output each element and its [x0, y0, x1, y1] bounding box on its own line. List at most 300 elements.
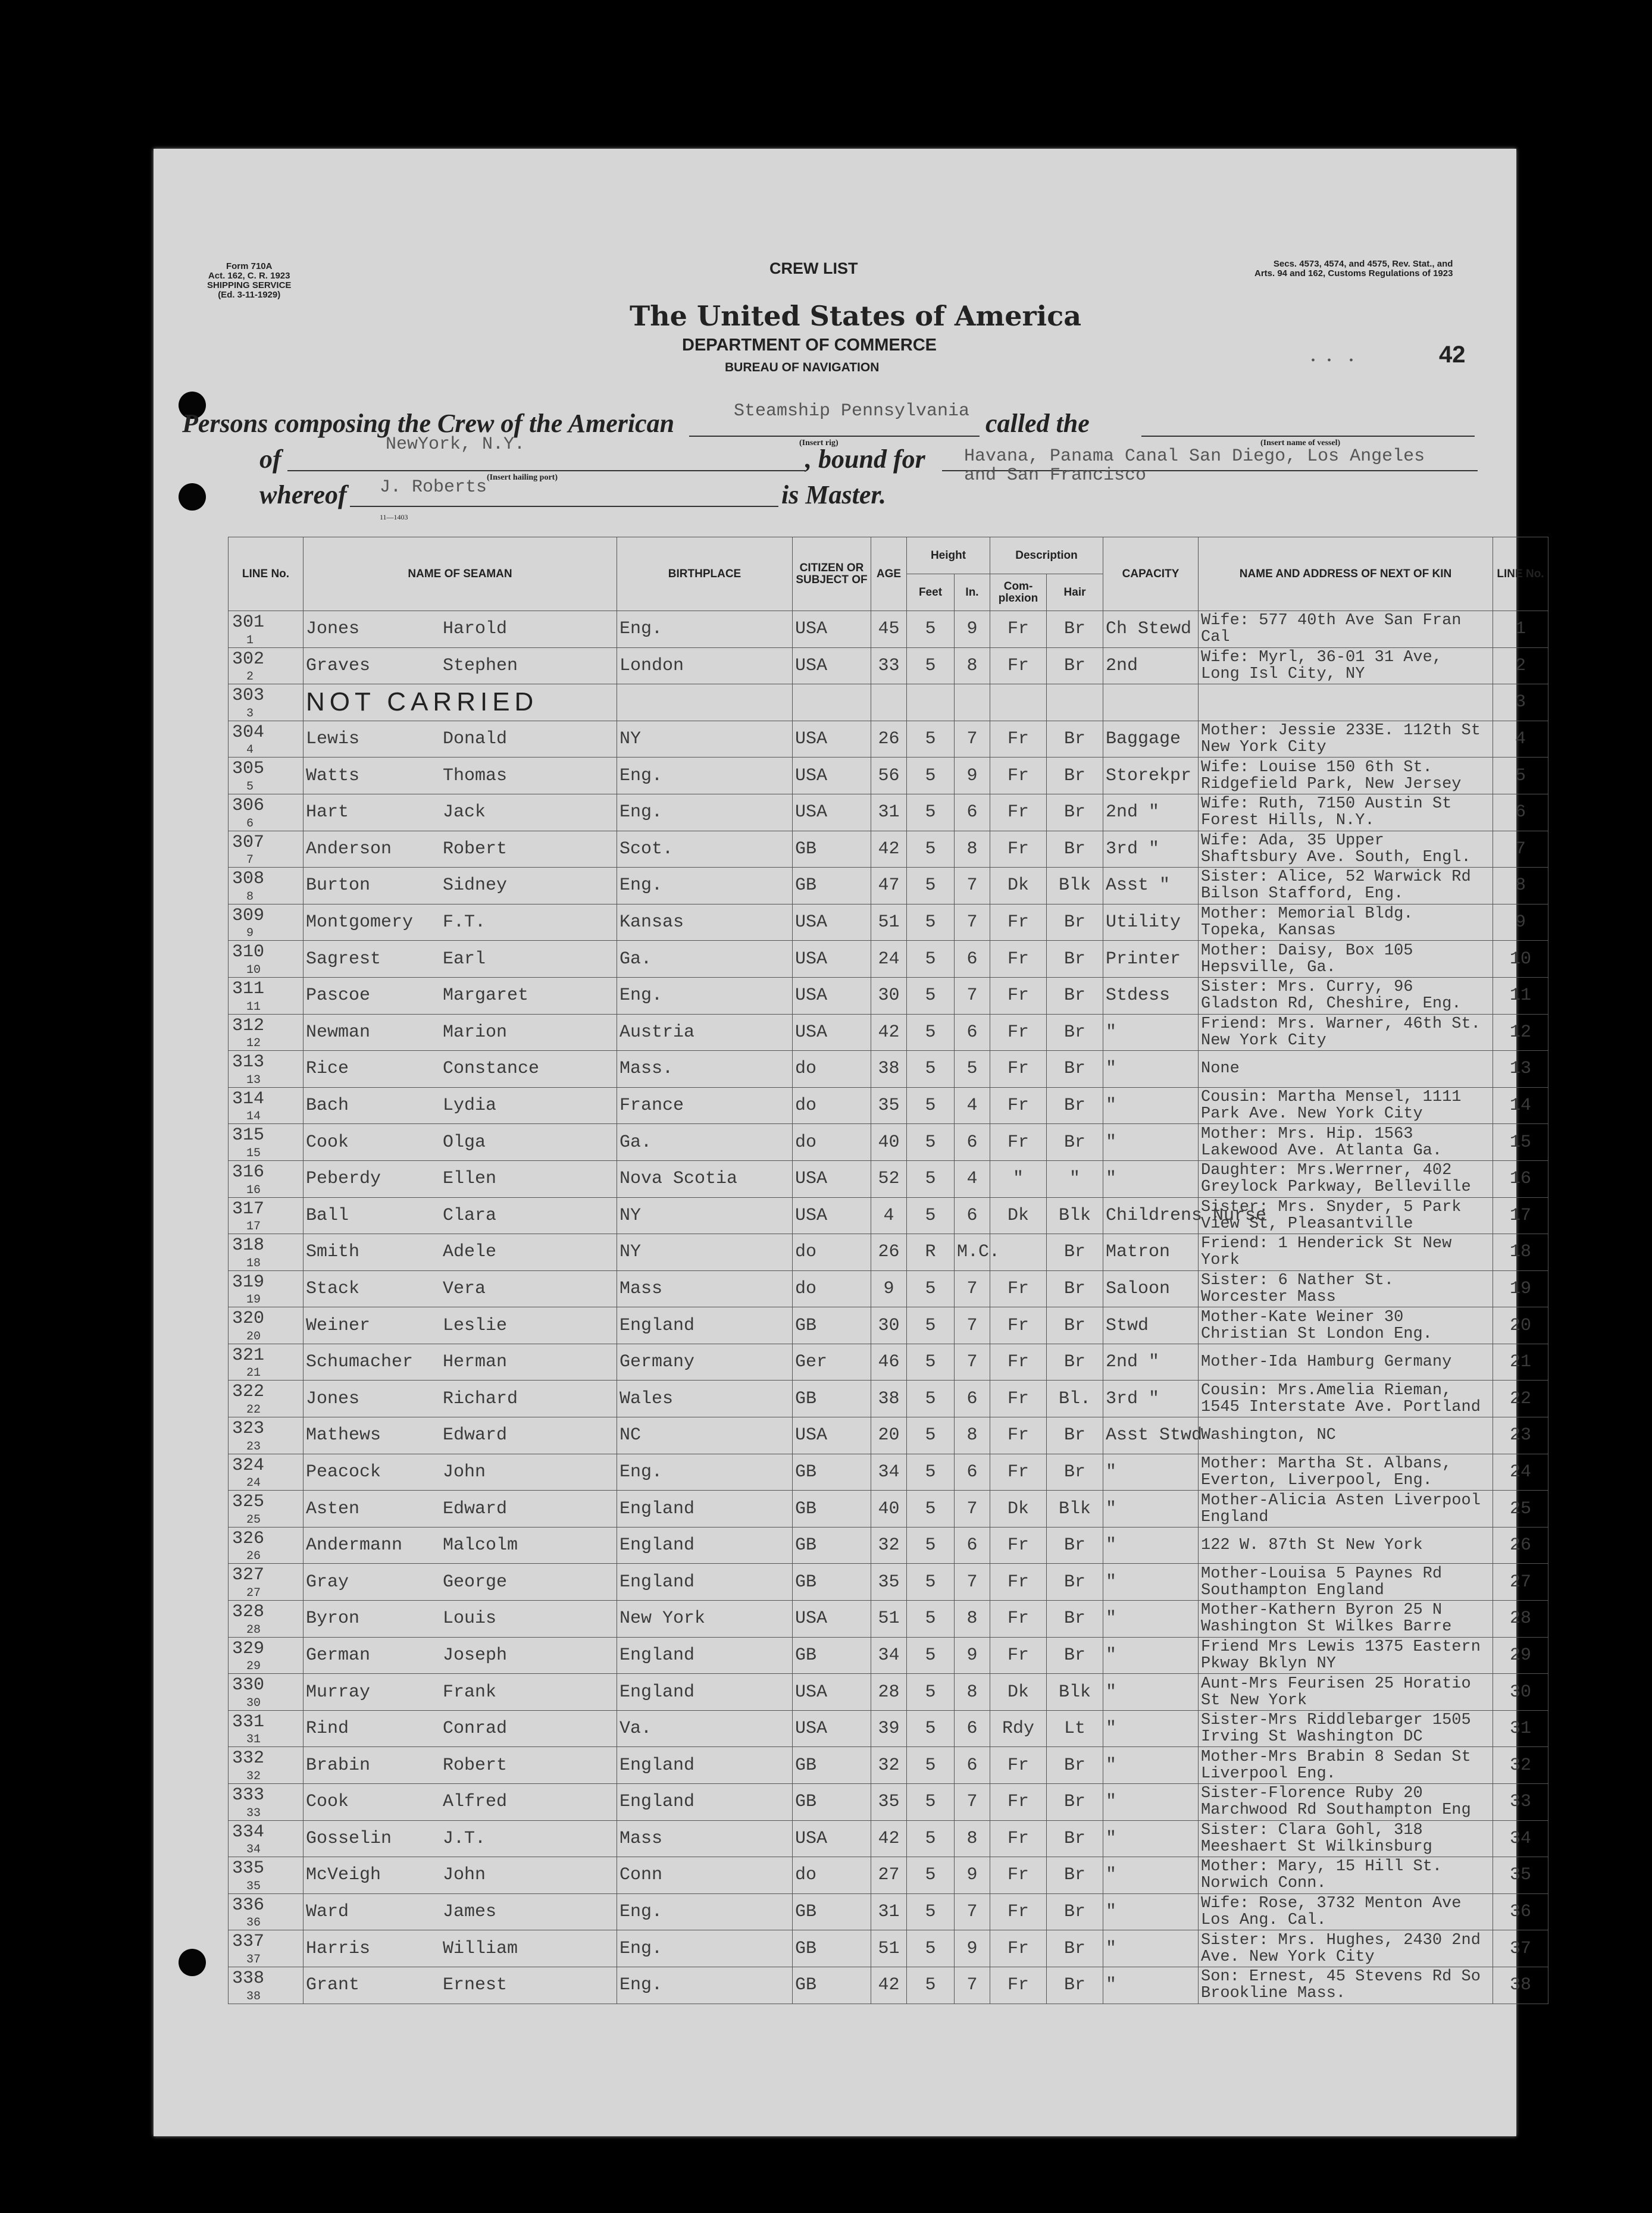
kin-cell	[1199, 977, 1493, 1014]
height-feet: 5	[925, 838, 936, 859]
complexion: Dk	[1008, 875, 1030, 896]
next-of-kin: Sister-Florence Ruby 20 Marchwood Rd Southampton Eng	[1201, 1785, 1471, 1820]
citizenship: USA	[795, 729, 828, 750]
age: 26	[878, 1242, 900, 1263]
hair: Br	[1064, 1645, 1086, 1666]
surname: Jones	[306, 619, 360, 640]
feet-cell	[907, 831, 955, 868]
complexion-cell	[990, 1820, 1047, 1857]
height-inches: 6	[966, 1132, 978, 1153]
citizenship: GB	[795, 1388, 817, 1409]
given-name: William	[443, 1938, 518, 1959]
height-inches: 7	[966, 1315, 978, 1336]
capacity: "	[1106, 1022, 1117, 1043]
crew-row	[229, 611, 1548, 648]
capacity-cell	[1103, 1893, 1199, 1930]
surname: Rice	[306, 1059, 349, 1079]
crew-row	[229, 904, 1548, 941]
line-number-right: 5	[1515, 765, 1526, 786]
birthplace: Wales	[620, 1388, 674, 1409]
birthplace: Mass	[620, 1828, 663, 1849]
crew-number: 302	[232, 649, 265, 669]
surname: Graves	[306, 655, 371, 676]
age-cell	[871, 794, 907, 831]
name-cell	[304, 1747, 617, 1784]
height-feet: 5	[925, 1755, 936, 1776]
hair-cell	[1047, 1344, 1103, 1381]
surname: Asten	[306, 1498, 360, 1519]
kin-cell	[1199, 647, 1493, 684]
height-inches: 8	[966, 655, 978, 676]
line-number-right: 36	[1510, 1902, 1532, 1923]
feet-cell	[907, 1710, 955, 1747]
complexion: Fr	[1008, 729, 1030, 750]
citizen-cell	[793, 794, 871, 831]
line-cell	[229, 1637, 304, 1674]
height-feet: 5	[925, 1682, 936, 1702]
line-number-right: 17	[1510, 1205, 1532, 1226]
complexion: Fr	[1008, 1022, 1030, 1043]
complexion-cell	[990, 1344, 1047, 1381]
crew-row	[229, 721, 1548, 758]
kin-cell	[1199, 1454, 1493, 1491]
inches-cell	[955, 1417, 990, 1454]
line-number-right: 13	[1510, 1059, 1532, 1079]
line-number: 35	[246, 1879, 261, 1893]
next-of-kin: Mother-Ida Hamburg Germany	[1201, 1353, 1452, 1372]
capacity: Matron	[1106, 1242, 1171, 1263]
col-citizen: CITIZEN OR SUBJECT OF	[793, 537, 871, 611]
height-inches: 7	[966, 1975, 978, 1996]
inches-cell	[955, 1967, 990, 2004]
capacity: "	[1106, 1645, 1117, 1666]
age: 35	[878, 1572, 900, 1592]
height-inches: 7	[966, 1352, 978, 1373]
line-right-cell	[1493, 1674, 1548, 1711]
given-name: John	[443, 1461, 486, 1482]
age: 51	[878, 1608, 900, 1629]
crew-row	[229, 1564, 1548, 1601]
line-number-right: 37	[1510, 1938, 1532, 1959]
given-name: George	[443, 1572, 508, 1592]
crew-number: 310	[232, 942, 265, 963]
age: 32	[878, 1535, 900, 1556]
crew-row	[229, 758, 1548, 794]
height-inches: 6	[966, 1755, 978, 1776]
surname: Mathews	[306, 1425, 381, 1446]
feet-cell	[907, 1930, 955, 1967]
citizen-cell	[793, 758, 871, 794]
hair-cell	[1047, 1784, 1103, 1821]
line-cell	[229, 1014, 304, 1051]
line-right-cell	[1493, 941, 1548, 978]
inches-cell	[955, 1307, 990, 1344]
hair-cell	[1047, 1197, 1103, 1234]
capacity-cell	[1103, 1857, 1199, 1894]
kin-cell	[1199, 1601, 1493, 1638]
complexion-cell	[990, 1124, 1047, 1161]
line-right-cell	[1493, 611, 1548, 648]
citizenship: GB	[795, 1535, 817, 1556]
next-of-kin: Mother: Jessie 233E. 112th St New York City	[1201, 722, 1481, 757]
crew-number: 334	[232, 1821, 265, 1842]
birthplace: England	[620, 1498, 695, 1519]
name-cell	[304, 647, 617, 684]
birthplace-cell	[617, 1197, 793, 1234]
line-right-cell	[1493, 1454, 1548, 1491]
crew-number: 318	[232, 1235, 265, 1256]
capacity: "	[1106, 1608, 1117, 1629]
birthplace: England	[620, 1645, 695, 1666]
line-number: 27	[246, 1586, 261, 1601]
feet-cell	[907, 1307, 955, 1344]
line-cell	[229, 1124, 304, 1161]
line-number-right: 24	[1510, 1461, 1532, 1482]
kin-cell	[1199, 1234, 1493, 1271]
col-line-no: LINE No.	[229, 537, 304, 611]
line-number: 36	[246, 1916, 261, 1930]
capacity-cell	[1103, 611, 1199, 648]
birthplace-cell	[617, 611, 793, 648]
surname: Newman	[306, 1022, 371, 1043]
line-right-cell	[1493, 1197, 1548, 1234]
line-number-right: 31	[1510, 1719, 1532, 1739]
age-cell	[871, 1344, 907, 1381]
capacity-cell	[1103, 1930, 1199, 1967]
line-number-right: 26	[1510, 1535, 1532, 1556]
crew-number: 306	[232, 795, 265, 816]
age: 9	[883, 1278, 894, 1299]
given-name: Conrad	[443, 1719, 508, 1739]
inches-cell	[955, 1857, 990, 1894]
given-name: John	[443, 1865, 486, 1886]
crew-row	[229, 1344, 1548, 1381]
complexion: Fr	[1008, 949, 1030, 969]
inches-cell	[955, 977, 990, 1014]
given-name: Lydia	[443, 1095, 497, 1116]
crew-number: 312	[232, 1015, 265, 1036]
citizen-cell	[793, 684, 871, 721]
given-name: Adele	[443, 1242, 497, 1263]
given-name: Harold	[443, 619, 508, 640]
country-title: The United States of America	[630, 300, 1082, 332]
capacity-cell	[1103, 1454, 1199, 1491]
complexion: Fr	[1008, 1938, 1030, 1959]
complexion: Fr	[1008, 655, 1030, 676]
complexion: Fr	[1008, 1095, 1030, 1116]
birthplace-cell	[617, 831, 793, 868]
line-right-cell	[1493, 1307, 1548, 1344]
capacity-cell	[1103, 1160, 1199, 1197]
line-number: 29	[246, 1660, 261, 1674]
line-number: 25	[246, 1513, 261, 1527]
surname: Hart	[306, 802, 349, 823]
citizenship: GB	[795, 1645, 817, 1666]
line-number: 33	[246, 1806, 261, 1820]
feet-cell	[907, 1637, 955, 1674]
age: 34	[878, 1461, 900, 1482]
name-cell	[304, 1197, 617, 1234]
hair: Br	[1064, 949, 1086, 969]
line-number: 19	[246, 1293, 261, 1307]
birthplace: Eng.	[620, 619, 663, 640]
height-inches: 8	[966, 1682, 978, 1702]
given-name: Edward	[443, 1425, 508, 1446]
kin-cell	[1199, 1857, 1493, 1894]
height-inches: 7	[966, 1902, 978, 1923]
crew-number: 336	[232, 1895, 265, 1915]
age: 51	[878, 1938, 900, 1959]
citizenship: USA	[795, 1169, 828, 1190]
name-cell	[304, 1930, 617, 1967]
name-cell	[304, 1124, 617, 1161]
name-cell	[304, 1674, 617, 1711]
feet-cell	[907, 1417, 955, 1454]
line-number: 2	[246, 670, 254, 684]
line-number: 31	[246, 1733, 261, 1747]
capacity: "	[1106, 1535, 1117, 1556]
birthplace: Kansas	[620, 912, 684, 933]
complexion-cell	[990, 1564, 1047, 1601]
age-cell	[871, 1491, 907, 1527]
height-feet: 5	[925, 1498, 936, 1519]
given-name: Herman	[443, 1352, 508, 1373]
citizenship: USA	[795, 985, 828, 1006]
birthplace-cell	[617, 1820, 793, 1857]
name-cell	[304, 868, 617, 904]
line-number: 23	[246, 1439, 261, 1454]
crew-row	[229, 977, 1548, 1014]
surname: Burton	[306, 875, 371, 896]
height-feet: 5	[925, 1022, 936, 1043]
complexion: Fr	[1008, 1315, 1030, 1336]
complexion-cell	[990, 794, 1047, 831]
crew-row	[229, 1930, 1548, 1967]
name-cell	[304, 1710, 617, 1747]
line-right-cell	[1493, 1344, 1548, 1381]
hair: Br	[1064, 1022, 1086, 1043]
line-number-right: 4	[1515, 729, 1526, 750]
surname: Watts	[306, 765, 360, 786]
kin-cell	[1199, 1417, 1493, 1454]
feet-cell	[907, 1893, 955, 1930]
name-cell	[304, 1344, 617, 1381]
line-number: 28	[246, 1623, 261, 1637]
birthplace: Mass.	[620, 1059, 674, 1079]
line-cell	[229, 1601, 304, 1638]
hair: Br	[1064, 765, 1086, 786]
citizen-cell	[793, 1820, 871, 1857]
inches-cell	[955, 1124, 990, 1161]
birthplace-cell	[617, 1087, 793, 1124]
height-inches: 7	[966, 1572, 978, 1592]
persons-label: Persons composing the Crew of the American	[182, 409, 675, 438]
hair: Br	[1064, 802, 1086, 823]
height-feet: 5	[925, 1169, 936, 1190]
form-number-block	[207, 262, 291, 300]
age-cell	[871, 831, 907, 868]
next-of-kin: Mother-Mrs Brabin 8 Sedan St Liverpool Eng.	[1201, 1748, 1471, 1783]
capacity-cell	[1103, 758, 1199, 794]
capacity: "	[1106, 1682, 1117, 1702]
birthplace: Eng.	[620, 985, 663, 1006]
birthplace-cell	[617, 1637, 793, 1674]
citizen-cell	[793, 1087, 871, 1124]
height-inches: 6	[966, 1535, 978, 1556]
feet-cell	[907, 1051, 955, 1088]
citizenship: GB	[795, 1975, 817, 1996]
height-inches: 9	[966, 1865, 978, 1886]
line-number: 24	[246, 1476, 261, 1491]
kin-cell	[1199, 1124, 1493, 1161]
complexion: Fr	[1008, 912, 1030, 933]
complexion: Fr	[1008, 1059, 1030, 1079]
capacity-cell	[1103, 1051, 1199, 1088]
age-cell	[871, 904, 907, 941]
age-cell	[871, 1747, 907, 1784]
given-name: Robert	[443, 1755, 508, 1776]
complexion: Fr	[1008, 1572, 1030, 1592]
birthplace: Eng.	[620, 875, 663, 896]
crew-number: 301	[232, 612, 265, 633]
crew-row	[229, 1051, 1548, 1088]
crew-number: 304	[232, 722, 265, 743]
capacity: "	[1106, 1755, 1117, 1776]
line-cell	[229, 1857, 304, 1894]
citizenship: USA	[795, 1828, 828, 1849]
hair-cell	[1047, 1527, 1103, 1564]
age: 42	[878, 1975, 900, 1996]
next-of-kin: Mother-Kate Weiner 30 Christian St London Eng.	[1201, 1308, 1432, 1343]
form-service: SHIPPING SERVICE	[207, 280, 292, 290]
feet-cell	[907, 1197, 955, 1234]
line-right-cell	[1493, 1857, 1548, 1894]
line-cell	[229, 1197, 304, 1234]
citizenship: GB	[795, 875, 817, 896]
capacity: Stwd	[1106, 1315, 1149, 1336]
capacity-cell	[1103, 684, 1199, 721]
birthplace-cell	[617, 1344, 793, 1381]
age: 26	[878, 729, 900, 750]
col-capacity: CAPACITY	[1103, 537, 1199, 611]
complexion: Fr	[1008, 1278, 1030, 1299]
age-cell	[871, 1234, 907, 1271]
height-inches: 7	[966, 1792, 978, 1813]
feet-cell	[907, 1234, 955, 1271]
citizen-cell	[793, 647, 871, 684]
line-cell	[229, 721, 304, 758]
hair: Blk	[1059, 1682, 1091, 1702]
capacity: Childrens Nurse	[1106, 1205, 1267, 1226]
age: 31	[878, 1902, 900, 1923]
citizen-cell	[793, 1893, 871, 1930]
capacity-cell	[1103, 1637, 1199, 1674]
birthplace-cell	[617, 977, 793, 1014]
hair: Br	[1064, 729, 1086, 750]
vessel-hint: (Insert name of vessel)	[1260, 439, 1341, 447]
line-right-cell	[1493, 1381, 1548, 1417]
crew-row	[229, 1087, 1548, 1124]
citizenship: USA	[795, 655, 828, 676]
complexion-cell	[990, 1710, 1047, 1747]
birthplace: Conn	[620, 1865, 663, 1886]
line-cell	[229, 1307, 304, 1344]
surname: Cook	[306, 1132, 349, 1153]
height-inches: 6	[966, 949, 978, 969]
next-of-kin: Wife: 577 40th Ave San Fran Cal	[1201, 612, 1462, 647]
line-cell	[229, 1234, 304, 1271]
age: 42	[878, 838, 900, 859]
kin-cell	[1199, 1307, 1493, 1344]
surname: Weiner	[306, 1315, 371, 1336]
height-inches: 4	[966, 1169, 978, 1190]
crew-number: 311	[232, 978, 265, 999]
citizenship: GB	[795, 1938, 817, 1959]
kin-cell	[1199, 1087, 1493, 1124]
inches-cell	[955, 1234, 1000, 1271]
complexion-cell	[990, 1527, 1047, 1564]
age-cell	[871, 1637, 907, 1674]
feet-cell	[907, 1087, 955, 1124]
feet-cell	[907, 1344, 955, 1381]
next-of-kin: Sister: Mrs. Hughes, 2430 2nd Ave. New York City	[1201, 1931, 1481, 1966]
line-number: 13	[246, 1073, 261, 1087]
complexion-cell	[990, 1967, 1047, 2004]
age-cell	[871, 1160, 907, 1197]
crew-row	[229, 1747, 1548, 1784]
complexion: Fr	[1008, 1792, 1030, 1813]
line-number-right: 2	[1515, 655, 1526, 676]
capacity: "	[1106, 1865, 1117, 1886]
complexion: Fr	[1008, 765, 1030, 786]
citizenship: USA	[795, 1719, 828, 1739]
given-name: Louis	[443, 1608, 497, 1629]
next-of-kin: Cousin: Martha Mensel, 1111 Park Ave. New York City	[1201, 1088, 1462, 1123]
hair-cell	[1047, 977, 1103, 1014]
surname: Peberdy	[306, 1169, 381, 1190]
crew-row	[229, 868, 1548, 904]
birthplace-cell	[617, 1124, 793, 1161]
kin-cell	[1199, 1197, 1493, 1234]
line-right-cell	[1493, 1967, 1548, 2004]
capacity-cell	[1103, 1601, 1199, 1638]
given-name: Constance	[443, 1059, 540, 1079]
inches-cell	[955, 1454, 990, 1491]
birthplace-cell	[617, 868, 793, 904]
col-feet: Feet	[907, 574, 955, 611]
crew-row	[229, 794, 1548, 831]
age-cell	[871, 758, 907, 794]
kin-cell	[1199, 904, 1493, 941]
line-right-cell	[1493, 1270, 1548, 1307]
age: 51	[878, 912, 900, 933]
line-number-right: 15	[1510, 1132, 1532, 1153]
complexion-cell	[990, 1637, 1047, 1674]
line-cell	[229, 1417, 304, 1454]
complexion: Dk	[1008, 1682, 1030, 1702]
height-inches: 6	[966, 1719, 978, 1739]
hair: "	[1069, 1169, 1081, 1190]
next-of-kin: Wife: Myrl, 36-01 31 Ave, Long Isl City, NY	[1201, 648, 1443, 683]
hair: Br	[1064, 1352, 1086, 1373]
crew-row	[229, 1601, 1548, 1638]
citizen-cell	[793, 831, 871, 868]
crew-table-body	[229, 611, 1548, 2004]
given-name: Vera	[443, 1278, 486, 1299]
capacity-cell	[1103, 1417, 1203, 1454]
next-of-kin: Wife: Rose, 3732 Menton Ave Los Ang. Cal.	[1201, 1895, 1462, 1930]
capacity: Asst "	[1106, 875, 1171, 896]
